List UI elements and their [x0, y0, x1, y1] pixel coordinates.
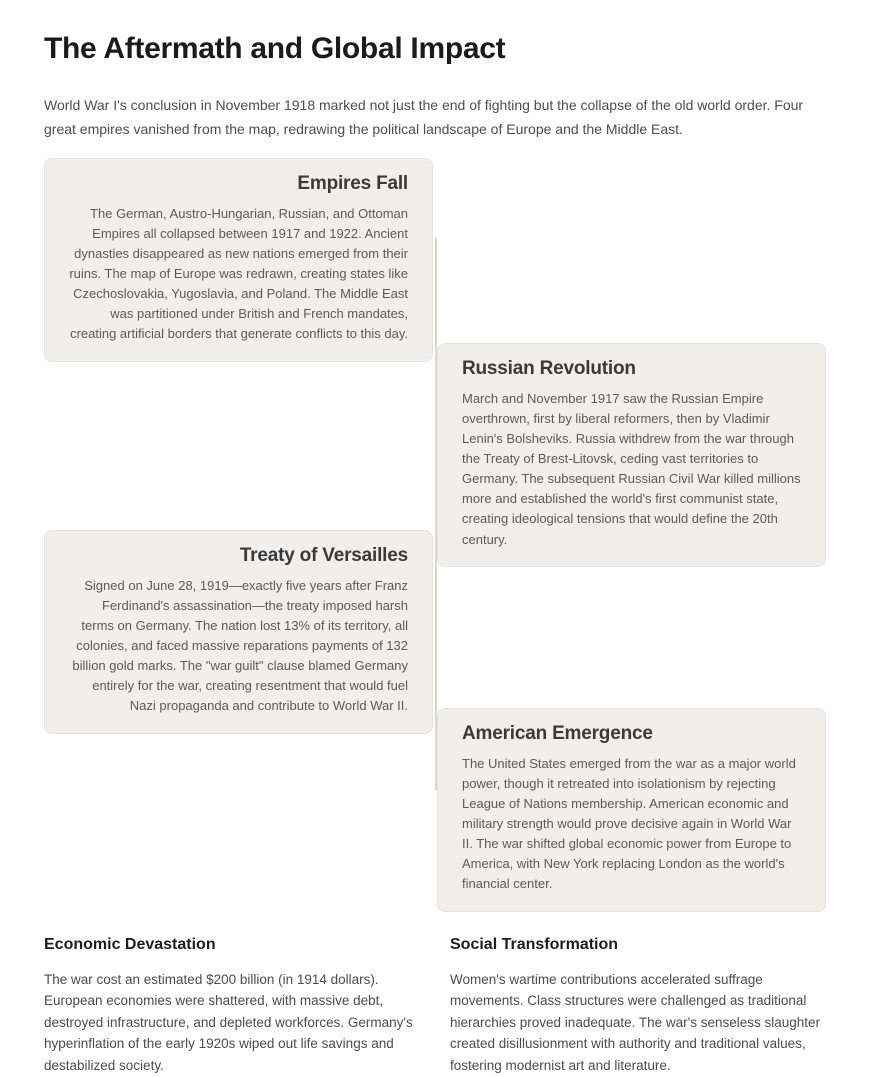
card-body: The United States emerged from the war as a major world power, though it retreated into isolationism by rejecting League of Nations membership. American economic and military strength would prove decisive again in World War II. The war shifted global economic power from Europe to America, with New York replacing London as the world's financial center.	[462, 755, 796, 892]
intro-paragraph: World War I's conclusion in November 1918 marked not just the end of fighting but the collapse of the old world order. Four great empires vanished from the map, redrawing the political landscape of Europe and the Middle East.	[44, 97, 804, 137]
footer-column-social	[450, 936, 826, 1077]
card-title: Treaty of Versailles	[239, 544, 408, 566]
card-body: The German, Austro-Hungarian, Russian, and Ottoman Empires all collapsed between 1917 and 1922. Ancient dynasties disappeared as new nations emerged from their ruins. The map of Europe was redrawn, creating states like Czechoslovakia, Yugoslavia, and Poland. The Middle East was partitioned under British and French mandates, creating artificial borders that generate conflicts to this day.	[69, 205, 408, 342]
footer-column-title: Social Transformation	[450, 935, 619, 953]
footer-column-economic	[44, 936, 420, 1077]
card-title: Empires Fall	[297, 172, 408, 194]
page-title: The Aftermath and Global Impact	[44, 32, 506, 65]
timeline-card-russian-revolution	[437, 343, 826, 567]
card-body: March and November 1917 saw the Russian Empire overthrown, first by liberal reformers, then by Vladimir Lenin's Bolsheviks. Russia withdrew from the war through the Treaty of Brest-Litovsk, ceding vast territories to Germany. The subsequent Russian Civil War killed millions more and established the world's first communist state, creating ideological tensions that would define the 20th century.	[462, 390, 801, 547]
timeline-section	[44, 158, 826, 916]
timeline-card-american-emergence	[437, 708, 826, 912]
card-body: Signed on June 28, 1919—exactly five years after Franz Ferdinand's assassination—the treaty imposed harsh terms on Germany. The nation lost 13% of its territory, all colonies, and faced massive reparations payments of 132 billion gold marks. The "war guilt" clause blamed Germany entirely for the war, creating resentment that would fuel Nazi propaganda and contribute to World War II.	[72, 577, 408, 714]
card-title: Russian Revolution	[462, 357, 636, 379]
footer-column-body: The war cost an estimated $200 billion (in 1914 dollars). European economies were shattered, with massive debt, destroyed infrastructure, and depleted workforces. Germany's hyperinflation of the early 1920s wiped out life savings and destabilized society.	[44, 971, 413, 1073]
card-title: American Emergence	[462, 722, 653, 744]
timeline-card-empires-fall	[44, 158, 433, 362]
footer-columns	[44, 936, 826, 1077]
footer-column-body: Women's wartime contributions accelerated suffrage movements. Class structures were challenged as traditional hierarchies proved inadequate. The war's senseless slaughter created disillusionment with authority and traditional values, fostering modernist art and literature.	[450, 971, 821, 1073]
timeline-card-treaty-of-versailles	[44, 530, 433, 734]
footer-column-title: Economic Devastation	[44, 935, 216, 953]
